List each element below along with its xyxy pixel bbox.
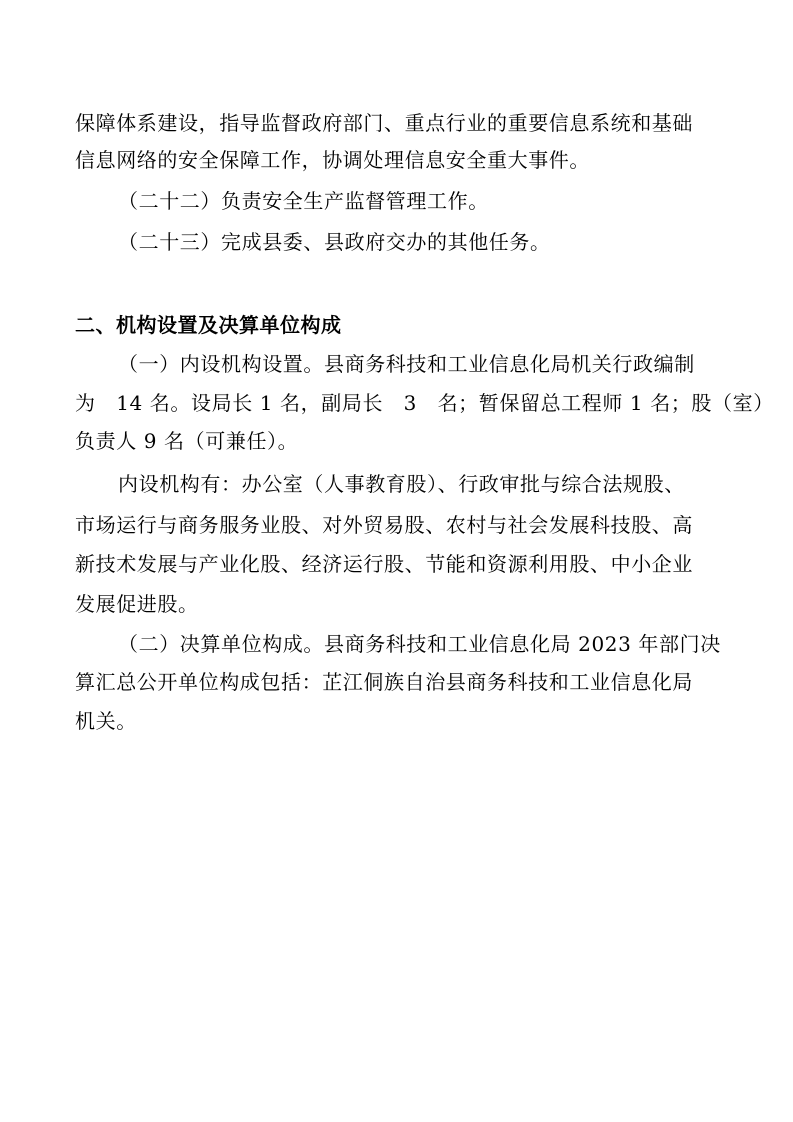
paragraph-line: 发展促进股。 xyxy=(75,592,199,616)
list-item-23: （二十三）完成县委、县政府交办的其他任务。 xyxy=(118,230,551,254)
paragraph-line: 新技术发展与产业化股、经济运行股、节能和资源利用股、中小企业 xyxy=(75,552,693,576)
paragraph-line: 市场运行与商务服务业股、对外贸易股、农村与社会发展科技股、高 xyxy=(75,513,693,537)
paragraph-line: 信息网络的安全保障工作，协调处理信息安全重大事件。 xyxy=(75,148,590,172)
paragraph-line: 负责人 9 名（可兼任）。 xyxy=(75,429,299,453)
paragraph-line: 机关。 xyxy=(75,709,137,733)
paragraph-line: 为 14 名。设局长 1 名，副局长 3 名；暂保留总工程师 1 名；股（室） xyxy=(75,391,774,415)
paragraph-line: 内设机构有：办公室（人事教育股）、行政审批与综合法规股、 xyxy=(118,472,685,496)
paragraph-line: （二）决算单位构成。县商务科技和工业信息化局 2023 年部门决 xyxy=(118,632,721,656)
paragraph-line: 保障体系建设，指导监督政府部门、重点行业的重要信息系统和基础 xyxy=(75,111,693,135)
section-heading: 二、机构设置及决算单位构成 xyxy=(75,313,342,337)
paragraph-line: 算汇总公开单位构成包括：芷江侗族自治县商务科技和工业信息化局 xyxy=(75,670,693,694)
list-item-22: （二十二）负责安全生产监督管理工作。 xyxy=(118,189,489,213)
paragraph-line: （一）内设机构设置。县商务科技和工业信息化局机关行政编制 xyxy=(118,352,695,376)
